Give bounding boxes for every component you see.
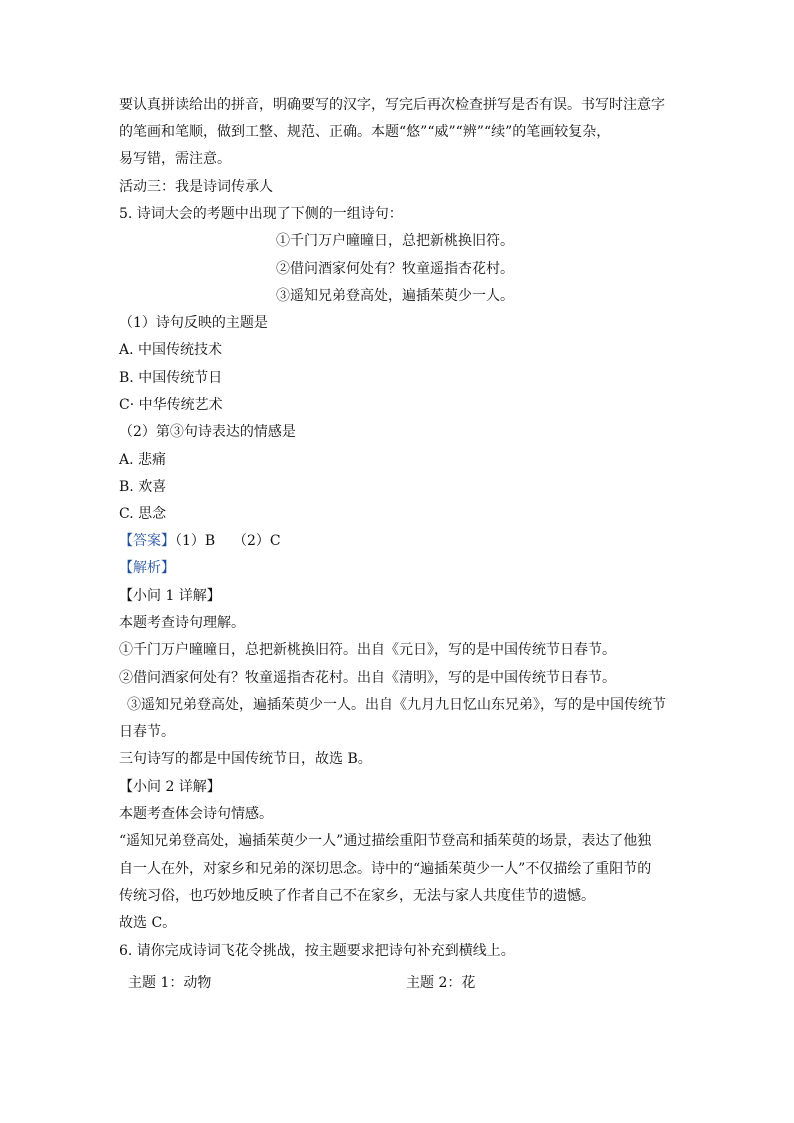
answer-label: 【答案】	[119, 533, 175, 549]
detail-1-header: 【小问 1 详解】	[119, 588, 221, 604]
sub1-option-c: C· 中华传统艺术	[119, 397, 223, 413]
detail-1-line: 本题考查诗句理解。	[119, 615, 245, 631]
detail-1-line: ③遥知兄弟登高处，遍插茱萸少一人。出自《九月九日忆山东兄弟》，写的是中国传统节	[127, 697, 666, 713]
detail-2-line: 本题考查体会诗句情感。	[119, 806, 273, 822]
sub-question-1: （1）诗句反映的主题是	[119, 315, 268, 331]
sub-question-2: （2）第③句诗表达的情感是	[119, 424, 296, 440]
analysis-label: 【解析】	[119, 560, 175, 576]
poem-line-3: ③遥知兄弟登高处，遍插茱萸少一人。	[276, 288, 514, 304]
answer-text: （1）B （2）C	[175, 533, 281, 549]
detail-2-line: 传统习俗，也巧妙地反映了作者自己不在家乡，无法与家人共度佳节的遗憾。	[119, 888, 595, 904]
detail-2-line: 自一人在外，对家乡和兄弟的深切思念。诗中的“遍插茱萸少一人”不仅描绘了重阳节的	[119, 861, 652, 877]
sub1-option-b: B. 中国传统节日	[119, 370, 223, 386]
intro-line-2: 的笔画和笔顺，做到工整、规范、正确。本题“悠”“威”“辨”“续”的笔画较复杂，	[119, 124, 611, 140]
poem-line-2: ②借问酒家何处有？牧童遥指杏花村。	[276, 261, 514, 277]
question-5-stem: 5. 诗词大会的考题中出现了下侧的一组诗句：	[119, 206, 403, 222]
answer-line	[119, 531, 281, 551]
intro-line-1: 要认真拼读给出的拼音，明确要写的汉字，写完后再次检查拼写是否有误。书写时注意字	[119, 97, 665, 113]
detail-2-line: 故选 C。	[119, 915, 177, 931]
sub2-option-a: A. 悲痛	[119, 452, 167, 468]
detail-2-line: “遥知兄弟登高处，遍插茱萸少一人”通过描绘重阳节登高和插茱萸的场景，表达了他独	[119, 833, 652, 849]
sub1-option-a: A. 中国传统技术	[119, 342, 223, 358]
activity-heading: 活动三：我是诗词传承人	[119, 179, 273, 195]
intro-line-3: 易写错，需注意。	[119, 151, 231, 167]
detail-2-header: 【小问 2 详解】	[119, 779, 221, 795]
theme-1-label: 主题 1：动物	[128, 975, 212, 991]
detail-1-line: ②借问酒家何处有？牧童遥指杏花村。出自《清明》，写的是中国传统节日春节。	[119, 670, 616, 686]
sub2-option-b: B. 欢喜	[119, 479, 167, 495]
question-6-stem: 6. 请你完成诗词飞花令挑战，按主题要求把诗句补充到横线上。	[119, 943, 515, 959]
detail-1-line: ①千门万户曈曈日，总把新桃换旧符。出自《元日》，写的是中国传统节日春节。	[119, 642, 616, 658]
detail-1-line: 日春节。	[119, 724, 175, 740]
detail-1-line: 三句诗写的都是中国传统节日，故选 B。	[119, 751, 372, 767]
poem-line-1: ①千门万户曈曈日，总把新桃换旧符。	[276, 233, 514, 249]
sub2-option-c: C. 思念	[119, 506, 167, 522]
theme-2-label: 主题 2：花	[406, 975, 476, 991]
